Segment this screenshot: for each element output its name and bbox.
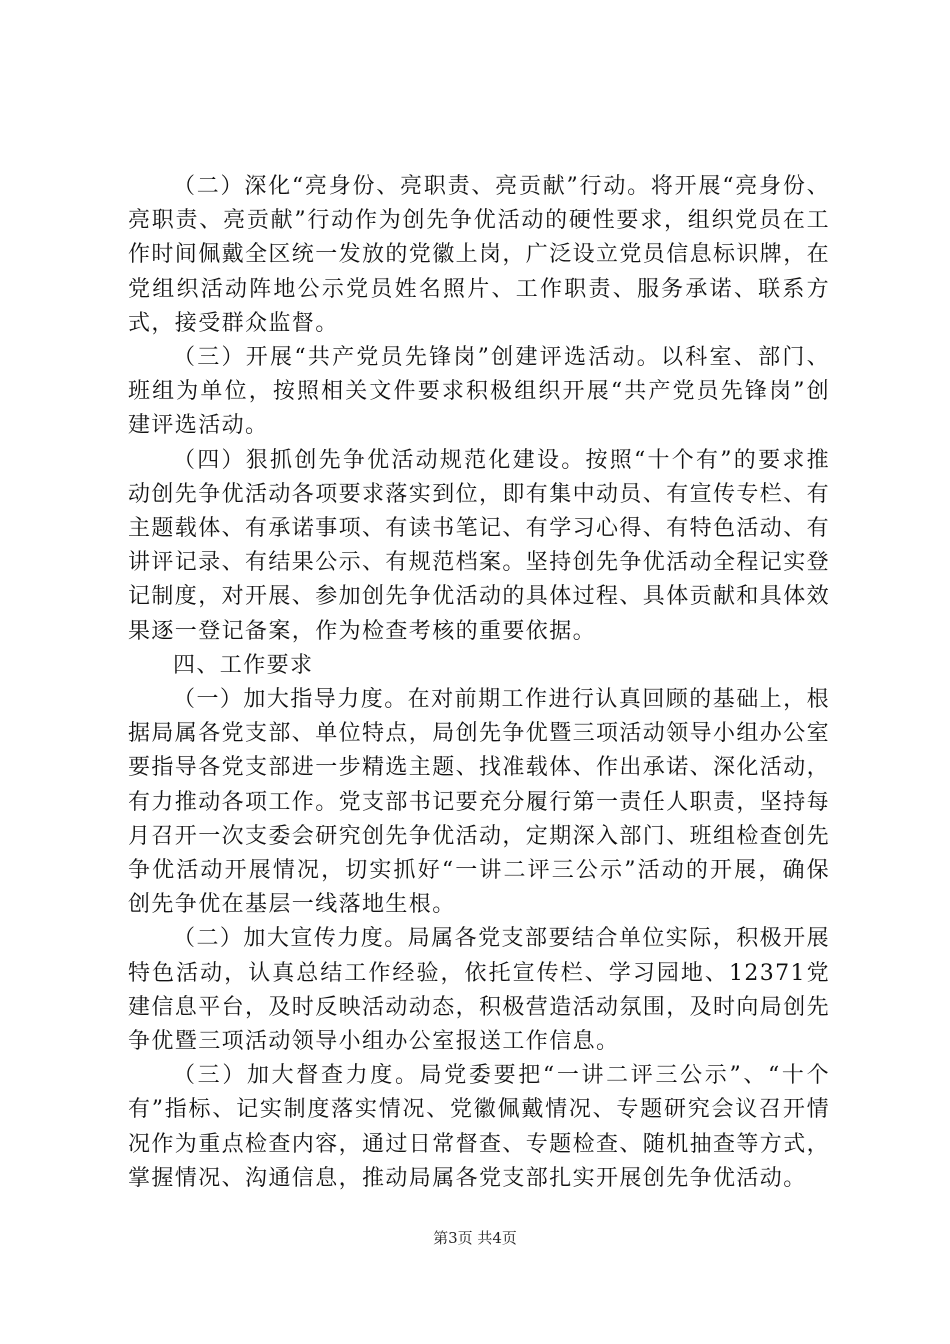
section-heading-work-requirements: 四、工作要求 [173, 652, 314, 678]
paragraph-section-4-item-1: （一）加大指导力度。在对前期工作进行认真回顾的基础上，根据局属各党支部、单位特点，局创先争优暨三项活动领导小组办公室要指导各党支部进一步精选主题、找准载体、作出承诺、深化活动，有力推动各项工作。党支部书记要充分履行第一责任人职责，坚持每月召开一次支委会研究创先争优活动，定期深入部门、班组检查创先争优活动开展情况，切实抓好“一讲二评三公示”活动的开展，确保创先争优在基层一线落地生根。 [128, 687, 831, 918]
paragraph-section-4-item-3: （三）加大督查力度。局党委要把“一讲二评三公示”、“十个有”指标、记实制度落实情况、党徽佩戴情况、专题研究会议召开情况作为重点检查内容，通过日常督查、专题检查、随机抽查等方式，掌握情况、沟通信息，推动局属各党支部扎实开展创先争优活动。 [128, 1063, 831, 1191]
paragraph-section-4-item-2: （二）加大宣传力度。局属各党支部要结合单位实际，积极开展特色活动，认真总结工作经验，依托宣传栏、学习园地、12371党建信息平台，及时反映活动动态，积极营造活动氛围，及时向局创先争优暨三项活动领导小组办公室报送工作信息。 [128, 926, 831, 1055]
document-body [128, 170, 830, 1196]
page-number-footer: 第3页 共4页 [433, 1229, 517, 1247]
paragraph-section-3-item-4: （四）狠抓创先争优活动规范化建设。按照“十个有”的要求推动创先争优活动各项要求落实到位，即有集中动员、有宣传专栏、有主题载体、有承诺事项、有读书笔记、有学习心得、有特色活动、有讲评记录、有结果公示、有规范档案。坚持创先争优活动全程记实登记制度，对开展、参加创先争优活动的具体过程、具体贡献和具体效果逐一登记备案，作为检查考核的重要依据。 [128, 447, 831, 644]
paragraph-section-3-item-2: （二）深化“亮身份、亮职责、亮贡献”行动。将开展“亮身份、亮职责、亮贡献”行动作为创先争优活动的硬性要求，组织党员在工作时间佩戴全区统一发放的党徽上岗，广泛设立党员信息标识牌，在党组织活动阵地公示党员姓名照片、工作职责、服务承诺、联系方式，接受群众监督。 [128, 174, 831, 336]
paragraph-section-3-item-3: （三）开展“共产党员先锋岗”创建评选活动。以科室、部门、班组为单位，按照相关文件要求积极组织开展“共产党员先锋岗”创建评选活动。 [128, 345, 830, 439]
